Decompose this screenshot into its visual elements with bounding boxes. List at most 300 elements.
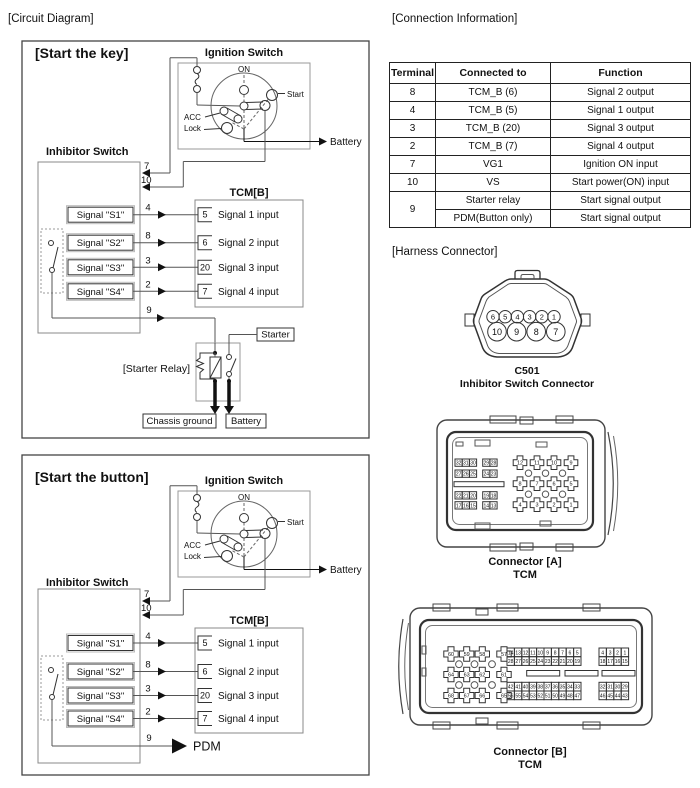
panel-title: [Start the button] bbox=[35, 469, 149, 485]
connector-a-pin-number: 28 bbox=[490, 460, 497, 467]
connector-b-pin-number: 53 bbox=[530, 693, 536, 700]
connector-a-pin-number: 22 bbox=[455, 493, 462, 500]
tcm-input-label: Signal 4 input bbox=[218, 286, 279, 298]
connector-b-pin-number: 17 bbox=[607, 659, 613, 665]
connector-b-guide-circle bbox=[471, 661, 478, 668]
connector-b-pin-number: 42 bbox=[507, 684, 514, 691]
starter-label: Starter bbox=[261, 329, 290, 341]
c501-name: C501 bbox=[514, 365, 540, 377]
connector-b-pin-number: 9 bbox=[546, 650, 550, 657]
on-position-label: ON bbox=[238, 65, 250, 74]
connector-a-pin-number: 31 bbox=[463, 460, 469, 467]
connector-b-pin-number: 26 bbox=[522, 659, 529, 665]
connector-b-caption: Connector [B] bbox=[493, 746, 567, 758]
connector-b-pin-number: 24 bbox=[537, 659, 544, 665]
signal-wire-pin-label: 3 bbox=[145, 683, 151, 695]
connector-b-pin-number: 44 bbox=[614, 693, 621, 700]
connector-a-detail bbox=[475, 440, 490, 446]
c501-pin-number: 4 bbox=[515, 312, 520, 322]
wire bbox=[210, 357, 221, 378]
wire bbox=[221, 542, 235, 550]
connector-b-pin-number: 37 bbox=[544, 684, 551, 691]
arrowhead bbox=[210, 406, 220, 414]
c501-left-tab bbox=[465, 314, 474, 326]
arrowhead bbox=[158, 239, 166, 247]
connector-a-pin-number: 6 bbox=[552, 481, 556, 488]
table-cell-connected-to: VS bbox=[436, 174, 551, 192]
connector-b-side-flange bbox=[399, 619, 403, 714]
signal-wire-pin-label: 8 bbox=[145, 659, 151, 671]
connector-b-pin-number: 51 bbox=[544, 693, 551, 700]
connector-a-pin-number: 27 bbox=[455, 471, 462, 478]
pdm-label: PDM bbox=[193, 739, 221, 754]
connector-a-pin-number: 11 bbox=[534, 460, 540, 467]
acc-position-label: ACC bbox=[184, 113, 201, 122]
acc-position-label: ACC bbox=[184, 541, 201, 550]
arrowhead bbox=[158, 287, 166, 295]
connector-b-pin-number: 45 bbox=[607, 693, 613, 700]
c501-pin-number: 9 bbox=[514, 327, 520, 337]
connector-b-pin-number: 8 bbox=[553, 650, 557, 657]
connector-b-pin-number: 47 bbox=[574, 693, 581, 700]
c501-pin-number: 8 bbox=[533, 327, 539, 337]
table-row bbox=[390, 174, 691, 192]
connector-b-pin-number: 10 bbox=[537, 650, 544, 657]
connector-b-pin-number: 52 bbox=[537, 693, 544, 700]
signal-box-label: Signal "S4" bbox=[76, 714, 125, 725]
table-cell-terminal: 3 bbox=[390, 120, 436, 138]
connector-b-pin-number: 20 bbox=[567, 659, 573, 665]
c501-pin-number: 3 bbox=[527, 312, 532, 322]
contact-circle bbox=[194, 67, 201, 74]
connector-b-pin-number: 35 bbox=[559, 684, 566, 691]
connector-b-pin-number: 49 bbox=[559, 693, 566, 700]
wire bbox=[221, 114, 235, 122]
panel-title: [Start the key] bbox=[35, 45, 129, 61]
switch-blade bbox=[53, 674, 58, 695]
connector-b-pin-number: 5 bbox=[575, 650, 579, 657]
connector-a-detail bbox=[475, 523, 490, 529]
contact-circle bbox=[50, 695, 55, 700]
signal-wire-pin-label: 4 bbox=[145, 202, 151, 214]
tcm-pin-number: 20 bbox=[199, 690, 211, 701]
connector-b-pin-number: 65 bbox=[500, 693, 508, 700]
connector-a-detail bbox=[540, 521, 551, 526]
connector-b-pin-number: 3 bbox=[608, 650, 612, 657]
table-cell-connected-to: TCM_B (5) bbox=[436, 102, 551, 120]
pin-7-label: 7 bbox=[144, 589, 150, 600]
c501-connector-svg bbox=[445, 266, 610, 394]
arrowhead bbox=[319, 138, 327, 146]
connector-a-pin-number: 29 bbox=[483, 460, 490, 467]
contact-circle bbox=[260, 529, 270, 539]
connector-a-pin-number: 1 bbox=[569, 502, 573, 509]
signal-wire-pin-label: 2 bbox=[145, 706, 151, 718]
tcm-pin-number: 7 bbox=[202, 713, 208, 724]
connector-b-pin-number: 30 bbox=[614, 684, 621, 691]
connector-b-pin-number: 48 bbox=[567, 693, 573, 700]
connector-b-pin-number: 22 bbox=[552, 659, 558, 665]
start-the-button-panel bbox=[22, 455, 369, 775]
connector-b-pin-number: 33 bbox=[574, 684, 581, 691]
table-cell-connected-to: TCM_B (6) bbox=[436, 84, 551, 102]
lock-position-label: Lock bbox=[184, 124, 201, 133]
battery-output-label: Battery bbox=[230, 416, 262, 427]
connection-information-section-title: [Connection Information] bbox=[392, 13, 518, 25]
table-cell-terminal: 9 bbox=[390, 192, 436, 228]
connector-b-pin-number: 13 bbox=[515, 650, 521, 657]
contact-circle bbox=[240, 102, 248, 110]
connector-b-pin-number: 4 bbox=[601, 650, 605, 657]
ignition-switch-label: Ignition Switch bbox=[204, 47, 284, 59]
table-cell-function: Start signal output bbox=[551, 210, 691, 228]
connector-a-slot-bar bbox=[454, 482, 504, 487]
table-cell-terminal: 4 bbox=[390, 102, 436, 120]
connector-a-guide-circle bbox=[559, 470, 565, 476]
table-cell-terminal: 7 bbox=[390, 156, 436, 174]
connector-a-pin-number: 20 bbox=[470, 493, 476, 500]
contact-circle bbox=[240, 530, 248, 538]
connector-b-pin-number: 67 bbox=[463, 693, 470, 700]
connector-b-pin-number: 64 bbox=[447, 672, 455, 679]
arrowhead bbox=[157, 314, 165, 322]
connector-a-pin-number: 30 bbox=[470, 460, 476, 467]
connector-a-guide-circle bbox=[542, 491, 548, 497]
connector-a-sub-caption: TCM bbox=[513, 569, 537, 581]
wire bbox=[231, 359, 237, 372]
connector-a-detail bbox=[536, 442, 547, 447]
pin-9-label: 9 bbox=[146, 305, 152, 316]
contact-circle bbox=[222, 123, 233, 134]
connector-b-pin-number: 28 bbox=[507, 659, 514, 665]
connector-a-pin-number: 2 bbox=[552, 502, 556, 509]
contact-circle bbox=[227, 372, 232, 377]
table-row bbox=[390, 156, 691, 174]
table-header-row bbox=[390, 63, 691, 84]
connector-a-detail bbox=[456, 442, 463, 446]
connector-a-pin-number: 25 bbox=[470, 471, 476, 478]
battery-label: Battery bbox=[330, 137, 362, 148]
connector-a-pin-number: 10 bbox=[550, 460, 558, 467]
connector-b-pin-number: 23 bbox=[544, 659, 551, 665]
connector-b-pin-number: 66 bbox=[479, 693, 486, 700]
connector-b-pin-number: 58 bbox=[479, 652, 486, 658]
table-row bbox=[390, 102, 691, 120]
table-cell-connected-to: TCM_B (20) bbox=[436, 120, 551, 138]
connector-a-pin-number: 17 bbox=[455, 503, 462, 510]
start-the-key-panel bbox=[22, 41, 369, 438]
connector-a-pin-number: 26 bbox=[463, 471, 469, 478]
connector-b-pin-number: 15 bbox=[622, 659, 628, 665]
tcm-input-label: Signal 1 input bbox=[218, 638, 279, 650]
tcm-pin-number: 6 bbox=[202, 666, 208, 677]
connector-b-pin-number: 62 bbox=[479, 672, 486, 679]
connector-b-guide-circle bbox=[489, 661, 496, 668]
on-position-label: ON bbox=[238, 493, 250, 502]
table-row bbox=[390, 84, 691, 102]
connector-b-pin-number: 25 bbox=[530, 659, 536, 665]
wire bbox=[246, 537, 263, 538]
connector-b-pin-number: 59 bbox=[463, 652, 470, 658]
connector-b-pin-number: 63 bbox=[463, 672, 470, 679]
connector-a-pin-number: 9 bbox=[569, 460, 573, 467]
tcm-label: TCM[B] bbox=[229, 187, 269, 199]
contact-circle bbox=[240, 514, 249, 523]
table-cell-function: Signal 2 output bbox=[551, 84, 691, 102]
connector-b-pin-number: 57 bbox=[500, 652, 508, 658]
connector-b-pin-number: 21 bbox=[559, 659, 566, 665]
connector-b-pin-number: 54 bbox=[522, 693, 529, 700]
connection-table bbox=[389, 62, 691, 228]
signal-box-label: Signal "S3" bbox=[76, 691, 125, 702]
table-cell-function: Start signal output bbox=[551, 192, 691, 210]
table-cell-function: Signal 1 output bbox=[551, 102, 691, 120]
connector-b-key-tab bbox=[476, 609, 488, 615]
signal-box-label: Signal "S1" bbox=[76, 210, 125, 222]
connector-b-svg bbox=[393, 598, 665, 774]
connector-b-pin-number: 7 bbox=[561, 650, 564, 657]
connector-a-guide-circle bbox=[542, 470, 548, 476]
signal-wire-pin-label: 4 bbox=[145, 631, 151, 642]
connector-b-pin-number: 29 bbox=[622, 684, 628, 691]
tcm-pin-number: 5 bbox=[202, 209, 208, 220]
arrowhead bbox=[158, 211, 166, 219]
connector-b-slot-bar bbox=[602, 671, 635, 677]
connector-a-pin-number: 18 bbox=[490, 493, 497, 500]
wire bbox=[204, 129, 221, 130]
tcm-pin-number: 7 bbox=[202, 286, 208, 297]
table-cell-function: Signal 4 output bbox=[551, 138, 691, 156]
connector-a-pin-number: 3 bbox=[535, 502, 539, 509]
start-position-label: Start bbox=[287, 518, 304, 527]
pin-7-label: 7 bbox=[144, 161, 150, 172]
connector-b-pin-number: 18 bbox=[599, 659, 606, 665]
contact-circle bbox=[49, 668, 54, 673]
signal-box-label: Signal "S2" bbox=[76, 667, 125, 678]
connector-b-pin-number: 46 bbox=[599, 693, 606, 700]
connector-a-pin-number: 14 bbox=[483, 503, 490, 510]
connector-b-guide-circle bbox=[471, 682, 478, 689]
connector-a-pin-number: 23 bbox=[490, 471, 497, 478]
connector-b-guide-circle bbox=[489, 682, 496, 689]
lock-position-label: Lock bbox=[184, 552, 201, 561]
connector-b-pin-number: 50 bbox=[552, 693, 558, 700]
connector-b-pin-number: 43 bbox=[622, 693, 628, 700]
connector-a-pin-number: 13 bbox=[490, 503, 497, 510]
table-cell-function: Signal 3 output bbox=[551, 120, 691, 138]
start-position-label: Start bbox=[287, 90, 304, 99]
inhibitor-switch-label: Inhibitor Switch bbox=[46, 146, 129, 158]
connector-a-side-flange-inner bbox=[614, 436, 618, 531]
pin-10-label: 10 bbox=[141, 603, 152, 614]
signal-box-label: Signal "S1" bbox=[76, 638, 125, 650]
connector-b-slot-bar bbox=[527, 671, 560, 677]
connector-a-pin-number: 5 bbox=[569, 481, 573, 488]
table-cell-terminal: 10 bbox=[390, 174, 436, 192]
signal-wire-pin-label: 2 bbox=[145, 279, 151, 291]
connector-b-pin-number: 41 bbox=[515, 684, 521, 691]
connector-a-pin-number: 7 bbox=[535, 481, 539, 488]
pin-10-label: 10 bbox=[141, 175, 152, 186]
connector-b-pin-number: 2 bbox=[616, 650, 619, 657]
ignition-switch-label: Ignition Switch bbox=[204, 475, 284, 487]
arrowhead bbox=[158, 692, 166, 700]
contact-circle bbox=[260, 101, 270, 111]
connector-a-pin-number: 21 bbox=[463, 493, 469, 500]
tcm-input-label: Signal 2 input bbox=[218, 238, 279, 250]
contact-circle bbox=[194, 495, 201, 502]
tcm-input-label: Signal 4 input bbox=[218, 714, 279, 725]
connector-b-pin-number: 34 bbox=[567, 684, 573, 691]
connector-b-pin-number: 19 bbox=[574, 659, 581, 665]
connector-b-slot-bar bbox=[565, 671, 598, 677]
signal-box-label: Signal "S2" bbox=[76, 238, 125, 250]
table-row bbox=[390, 210, 691, 228]
connector-a-pin-number: 32 bbox=[455, 460, 462, 467]
chain-squiggle bbox=[195, 74, 199, 85]
table-header-cell: Terminal bbox=[390, 63, 436, 84]
wire bbox=[246, 109, 263, 110]
arrowhead bbox=[158, 715, 166, 723]
tcm-label: TCM[B] bbox=[229, 615, 269, 627]
chassis-ground-label: Chassis ground bbox=[146, 416, 213, 427]
table-row bbox=[390, 138, 691, 156]
table-cell-connected-to: VG1 bbox=[436, 156, 551, 174]
table-cell-connected-to: PDM(Button only) bbox=[436, 210, 551, 228]
connector-b-pin-number: 1 bbox=[623, 650, 627, 657]
c501-caption: Inhibitor Switch Connector bbox=[459, 378, 595, 390]
connector-b-pin-number: 56 bbox=[507, 693, 514, 700]
connector-b-pin-number: 60 bbox=[447, 652, 455, 658]
connector-b-guide-circle bbox=[456, 682, 463, 689]
c501-pin-number: 2 bbox=[539, 312, 544, 322]
signal-wire-pin-label: 8 bbox=[145, 230, 151, 242]
connector-a-pin-number: 24 bbox=[483, 471, 490, 478]
pin-9-label: 9 bbox=[146, 733, 152, 744]
table-cell-terminal: 8 bbox=[390, 84, 436, 102]
connector-b-pin-number: 68 bbox=[447, 693, 455, 700]
wire bbox=[197, 533, 240, 534]
arrowhead bbox=[158, 639, 166, 647]
connector-a-guide-circle bbox=[525, 491, 531, 497]
connector-a-caption: Connector [A] bbox=[488, 556, 562, 568]
c501-pin-number: 6 bbox=[490, 312, 496, 322]
connector-b-pin-number: 12 bbox=[522, 650, 529, 657]
wire bbox=[204, 557, 221, 558]
contact-circle bbox=[49, 241, 54, 246]
arrowhead bbox=[158, 263, 166, 271]
c501-right-tab bbox=[581, 314, 590, 326]
c501-pin-number: 1 bbox=[551, 312, 557, 322]
harness-connector-section-title: [Harness Connector] bbox=[392, 246, 498, 258]
wire bbox=[227, 536, 241, 544]
connector-b-pin-number: 27 bbox=[515, 659, 521, 665]
chain-squiggle bbox=[195, 502, 199, 513]
connector-a-pin-number: 12 bbox=[516, 460, 524, 467]
connector-b-sub-caption: TCM bbox=[518, 759, 542, 771]
c501-pin-number: 10 bbox=[491, 327, 503, 337]
connector-a-guide-circle bbox=[559, 491, 565, 497]
connector-b-key-tab bbox=[476, 718, 488, 724]
connector-b-pin-number: 36 bbox=[552, 684, 558, 691]
table-cell-function: Start power(ON) input bbox=[551, 174, 691, 192]
signal-wire-pin-label: 3 bbox=[145, 255, 151, 267]
inhibitor-switch-label: Inhibitor Switch bbox=[46, 577, 129, 589]
connector-a-side-flange bbox=[608, 432, 613, 535]
contact-circle bbox=[222, 551, 233, 562]
starter-relay-label: [Starter Relay] bbox=[122, 363, 190, 375]
table-cell-connected-to: TCM_B (7) bbox=[436, 138, 551, 156]
wire bbox=[197, 105, 240, 106]
signal-box-label: Signal "S4" bbox=[76, 286, 125, 298]
contact-circle bbox=[240, 86, 249, 95]
connector-b-pin-number: 32 bbox=[599, 684, 606, 691]
battery-label: Battery bbox=[330, 565, 362, 576]
arrowhead bbox=[158, 668, 166, 676]
connector-b-pin-number: 31 bbox=[607, 684, 613, 691]
connector-b-pin-number: 6 bbox=[568, 650, 572, 657]
pdm-arrowhead bbox=[172, 739, 187, 754]
connector-b-pin-number: 55 bbox=[515, 693, 521, 700]
contact-circle bbox=[227, 355, 232, 360]
connector-a-svg bbox=[420, 413, 632, 585]
contact-circle bbox=[267, 90, 278, 101]
tcm-input-label: Signal 1 input bbox=[218, 210, 279, 222]
connector-a-pin-number: 8 bbox=[518, 481, 522, 488]
connector-a-pin-number: 4 bbox=[518, 502, 522, 509]
connector-b-pin-number: 61 bbox=[500, 672, 508, 679]
circuit-diagram-section-title: [Circuit Diagram] bbox=[8, 13, 94, 25]
table-cell-terminal: 2 bbox=[390, 138, 436, 156]
contact-circle bbox=[194, 86, 201, 93]
tcm-pin-number: 20 bbox=[199, 262, 211, 273]
table-header-cell: Function bbox=[551, 63, 691, 84]
connector-b-guide-circle bbox=[456, 661, 463, 668]
connector-b-pin-number: 11 bbox=[530, 650, 536, 657]
starter-relay-box bbox=[196, 343, 240, 401]
connector-b-pin-number: 40 bbox=[522, 684, 529, 691]
tcm-input-label: Signal 3 input bbox=[218, 691, 279, 702]
c501-pin-number: 5 bbox=[503, 312, 508, 322]
contact-circle bbox=[194, 514, 201, 521]
tcm-pin-number: 5 bbox=[202, 638, 208, 648]
contact-circle bbox=[50, 268, 55, 273]
table-cell-connected-to: Starter relay bbox=[436, 192, 551, 210]
table-row bbox=[390, 120, 691, 138]
connector-b-pin-number: 14 bbox=[507, 650, 514, 657]
signal-box-label: Signal "S3" bbox=[76, 262, 125, 274]
arrowhead bbox=[319, 566, 327, 574]
contact-circle bbox=[267, 518, 278, 529]
table-header-cell: Connected to bbox=[436, 63, 551, 84]
connector-a-pin-number: 19 bbox=[483, 493, 490, 500]
arrowhead bbox=[224, 406, 234, 414]
connector-a-pin-number: 16 bbox=[463, 503, 469, 510]
connector-b-pin-number: 16 bbox=[614, 659, 621, 665]
tcm-pin-number: 6 bbox=[202, 237, 208, 248]
connector-a-guide-circle bbox=[525, 470, 531, 476]
table-cell-function: Ignition ON input bbox=[551, 156, 691, 174]
tcm-input-label: Signal 2 input bbox=[218, 667, 279, 678]
c501-pin-number: 7 bbox=[553, 327, 559, 337]
connector-b-side-flange-inner bbox=[405, 623, 409, 710]
table-row bbox=[390, 192, 691, 210]
connector-b-pin-number: 38 bbox=[537, 684, 544, 691]
tcm-input-label: Signal 3 input bbox=[218, 262, 279, 274]
connector-b-pin-number: 39 bbox=[530, 684, 536, 691]
wire bbox=[227, 108, 241, 116]
switch-blade bbox=[53, 247, 58, 268]
